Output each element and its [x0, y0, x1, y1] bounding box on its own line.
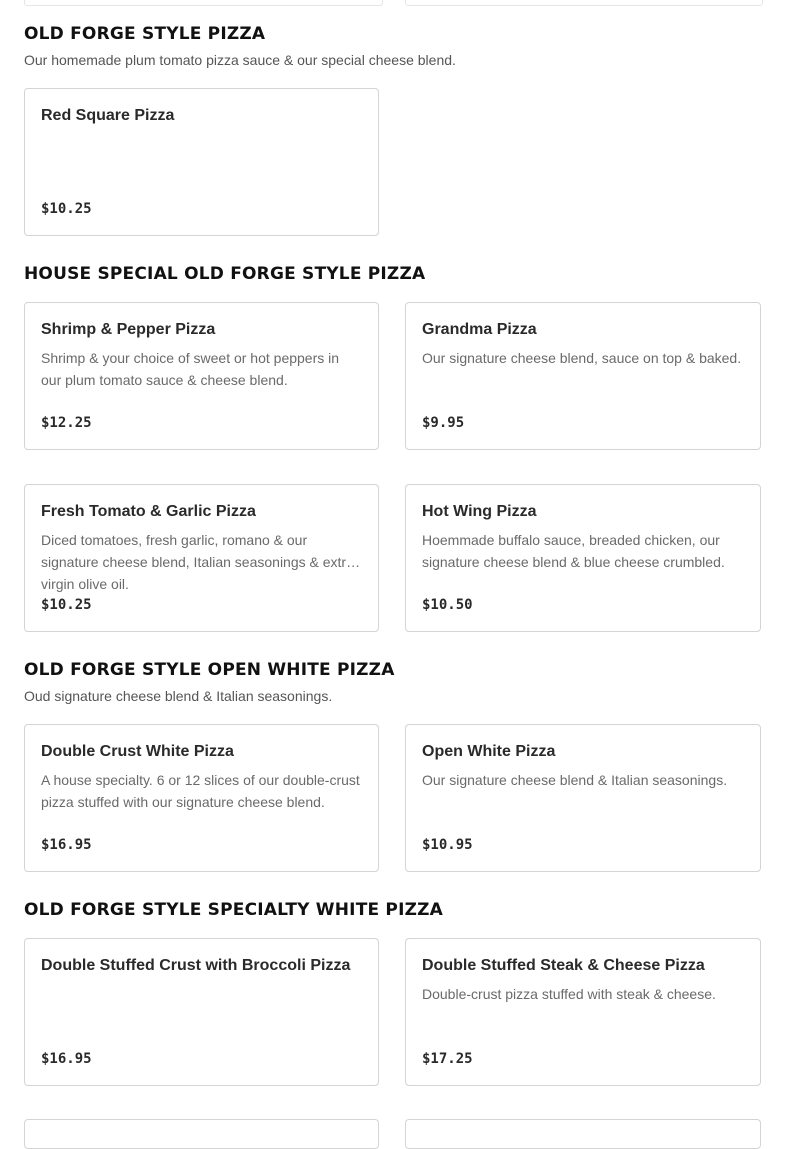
menu-item-name: Fresh Tomato & Garlic Pizza — [41, 503, 256, 520]
menu-item-card[interactable] — [405, 484, 761, 632]
section-description: Oud signature cheese blend & Italian seasonings. — [24, 688, 333, 704]
menu-item-price: $16.95 — [41, 1051, 92, 1067]
menu-item-name: Hot Wing Pizza — [422, 503, 537, 520]
menu-item-name: Grandma Pizza — [422, 321, 537, 338]
menu-item-price: $16.95 — [41, 837, 92, 853]
menu-item-card[interactable] — [24, 302, 379, 450]
menu-item-card[interactable] — [24, 724, 379, 872]
menu-item-price: $17.25 — [422, 1051, 473, 1067]
menu-item-name: Double Stuffed Crust with Broccoli Pizza — [41, 957, 351, 974]
menu-item-price: $9.95 — [422, 415, 465, 431]
menu-item-card[interactable] — [405, 938, 761, 1086]
menu-item-description: A house specialty. 6 or 12 slices of our double-crust pizza stuffed with our signature cheese blend. — [41, 772, 360, 810]
menu-item-card[interactable] — [24, 484, 379, 632]
menu-item-description: Diced tomatoes, fresh garlic, romano & our signature cheese blend, Italian seasonings & extra virgin olive oil. — [41, 532, 354, 592]
menu-item-card-partial[interactable] — [24, 0, 383, 6]
menu-item-description: Shrimp & your choice of sweet or hot peppers in our plum tomato sauce & cheese blend. — [41, 350, 340, 388]
menu-item-description: Our signature cheese blend & Italian seasonings. — [422, 772, 728, 788]
menu-item-name: Double Stuffed Steak & Cheese Pizza — [422, 957, 705, 974]
section-title: HOUSE SPECIAL OLD FORGE STYLE PIZZA — [24, 264, 426, 284]
menu-item-price: $10.25 — [41, 201, 92, 217]
menu-item-card[interactable] — [24, 88, 379, 236]
section-title: OLD FORGE STYLE PIZZA — [24, 24, 266, 44]
section-description: Our homemade plum tomato pizza sauce & our special cheese blend. — [24, 52, 456, 68]
menu-item-card[interactable] — [405, 724, 761, 872]
menu-item-name: Red Square Pizza — [41, 107, 175, 124]
menu-item-price: $10.95 — [422, 837, 473, 853]
menu-item-name: Shrimp & Pepper Pizza — [41, 321, 216, 338]
menu-item-card[interactable] — [405, 302, 761, 450]
section-title: OLD FORGE STYLE SPECIALTY WHITE PIZZA — [24, 900, 444, 920]
menu-item-price: $10.50 — [422, 597, 473, 613]
menu-item-card-partial[interactable] — [24, 1119, 379, 1149]
menu-item-price: $12.25 — [41, 415, 92, 431]
menu-item-description: Hoemmade buffalo sauce, breaded chicken, our signature cheese blend & blue cheese crumbled. — [422, 532, 725, 570]
section-title: OLD FORGE STYLE OPEN WHITE PIZZA — [24, 660, 395, 680]
menu-item-card-partial[interactable] — [405, 1119, 761, 1149]
menu-item-description: Our signature cheese blend, sauce on top & baked. — [422, 350, 742, 366]
menu-item-card-partial[interactable] — [405, 0, 763, 6]
menu-item-name: Double Crust White Pizza — [41, 743, 234, 760]
menu-item-price: $10.25 — [41, 597, 92, 613]
menu-item-description: Double-crust pizza stuffed with steak & cheese. — [422, 986, 716, 1002]
menu-item-card[interactable] — [24, 938, 379, 1086]
menu-item-name: Open White Pizza — [422, 743, 556, 760]
